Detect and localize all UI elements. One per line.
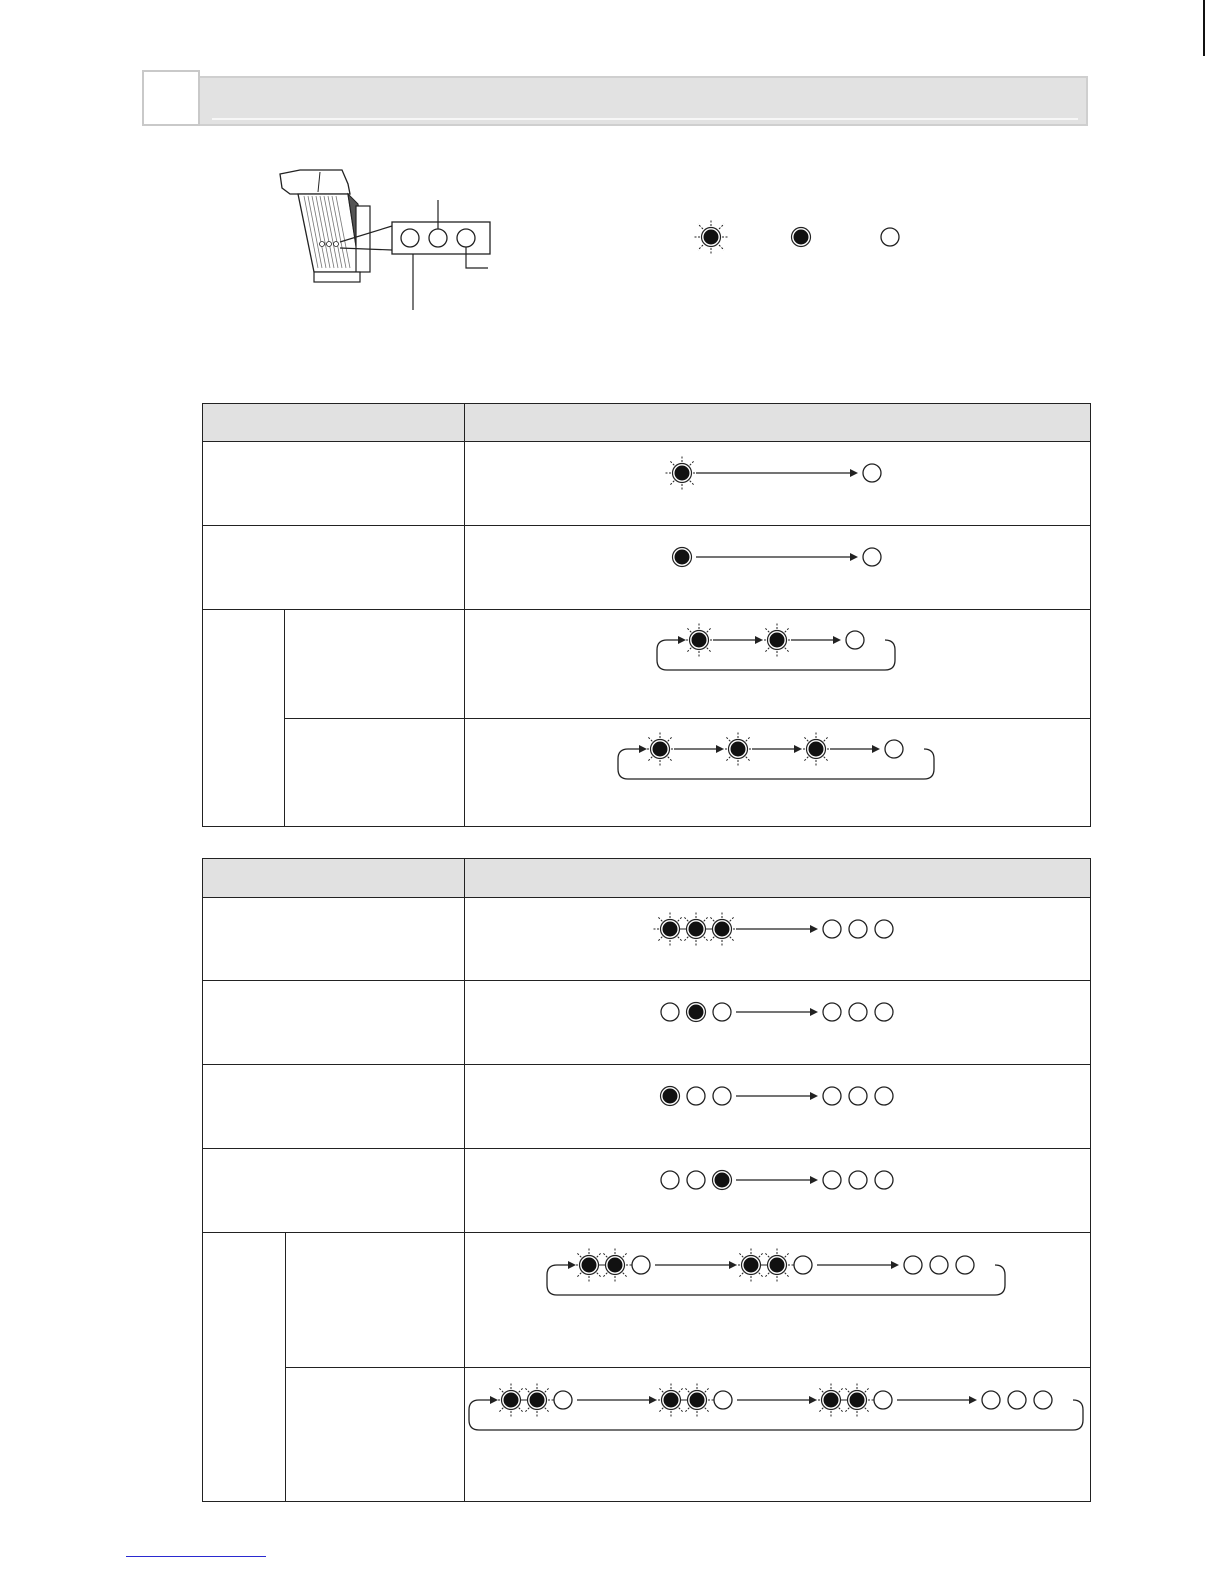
table-2-header-condition bbox=[203, 859, 465, 898]
blinking-led-icon bbox=[494, 1383, 528, 1417]
led-sequence-diagram bbox=[465, 719, 1089, 821]
led-pattern-cell bbox=[465, 442, 1091, 526]
led-sequence-diagram bbox=[465, 1065, 1089, 1143]
section-header-bar bbox=[200, 76, 1088, 126]
led-pattern-cell bbox=[465, 719, 1091, 827]
led-pattern-cell bbox=[465, 1368, 1091, 1502]
header-inner-line bbox=[212, 118, 1078, 120]
condition-cell bbox=[285, 610, 465, 719]
led-sequence-diagram bbox=[465, 898, 1089, 975]
lit-led-icon bbox=[687, 1003, 706, 1022]
unlit-led-icon bbox=[885, 740, 903, 758]
unlit-led-icon bbox=[661, 1171, 679, 1189]
unlit-led-icon bbox=[875, 920, 893, 938]
blinking-led-icon bbox=[760, 623, 794, 657]
sequence-arrow bbox=[752, 745, 802, 753]
led-sequence-diagram bbox=[465, 610, 1089, 713]
sequence-arrow bbox=[674, 745, 724, 753]
legend-lit-led-icon bbox=[792, 228, 811, 247]
sequence-arrow bbox=[736, 925, 818, 933]
condition-cell bbox=[203, 981, 465, 1065]
blinking-led-icon bbox=[760, 1248, 794, 1282]
led-table-1 bbox=[202, 403, 1091, 827]
unlit-led-icon bbox=[846, 631, 864, 649]
table-2-header-led bbox=[465, 859, 1091, 898]
led-pattern-cell bbox=[465, 1065, 1091, 1149]
legend-blinking-led-icon bbox=[693, 219, 729, 255]
blinking-led-icon bbox=[705, 912, 739, 946]
sequence-arrow bbox=[737, 1396, 817, 1404]
unlit-led-icon bbox=[1008, 1391, 1026, 1409]
blinking-led-icon bbox=[665, 456, 699, 490]
blinking-led-icon bbox=[840, 1383, 874, 1417]
unlit-led-icon bbox=[823, 1003, 841, 1021]
sequence-arrow bbox=[736, 1008, 818, 1016]
led-sequence-diagram bbox=[465, 1149, 1089, 1227]
table-row bbox=[203, 1149, 1091, 1233]
sequence-arrow bbox=[736, 1092, 818, 1100]
blinking-led-icon bbox=[680, 1383, 714, 1417]
footer-link-underline bbox=[126, 1556, 266, 1557]
blinking-led-icon bbox=[679, 912, 713, 946]
sequence-arrow bbox=[713, 636, 763, 644]
detector-illustration bbox=[270, 160, 500, 320]
table-row bbox=[203, 1065, 1091, 1149]
unlit-led-icon bbox=[713, 1087, 731, 1105]
condition-cell bbox=[286, 1233, 465, 1368]
led-pattern-cell bbox=[465, 981, 1091, 1065]
led-pattern-cell bbox=[465, 526, 1091, 610]
led-pattern-cell bbox=[465, 898, 1091, 981]
lit-led-icon bbox=[673, 548, 692, 567]
led-sequence-diagram bbox=[465, 442, 1089, 520]
led-table-2 bbox=[202, 858, 1091, 1502]
unlit-led-icon bbox=[956, 1256, 974, 1274]
blinking-led-icon bbox=[643, 732, 677, 766]
sequence-arrow bbox=[696, 469, 858, 477]
unlit-led-icon bbox=[823, 1171, 841, 1189]
unlit-led-icon bbox=[823, 1087, 841, 1105]
unlit-led-icon bbox=[874, 1391, 892, 1409]
table-row bbox=[203, 610, 1091, 719]
sequence-arrow bbox=[791, 636, 841, 644]
unlit-led-icon bbox=[1034, 1391, 1052, 1409]
condition-cell bbox=[286, 1368, 465, 1502]
led-sequence-diagram bbox=[465, 1368, 1089, 1496]
detector-base bbox=[314, 272, 360, 282]
sequence-arrow bbox=[577, 1396, 657, 1404]
table-row bbox=[203, 719, 1091, 827]
led-panel-center bbox=[429, 229, 447, 247]
table-1-header-row bbox=[203, 404, 1091, 442]
blinking-led-icon bbox=[653, 912, 687, 946]
led-pattern-cell bbox=[465, 1149, 1091, 1233]
blinking-led-icon bbox=[654, 1383, 688, 1417]
table-row bbox=[203, 898, 1091, 981]
blinking-led-icon bbox=[799, 732, 833, 766]
unlit-led-icon bbox=[930, 1256, 948, 1274]
detector-cap bbox=[280, 170, 350, 194]
unlit-led-icon bbox=[687, 1171, 705, 1189]
unlit-led-icon bbox=[714, 1391, 732, 1409]
table-1-header-condition bbox=[203, 404, 465, 442]
detector-bracket bbox=[356, 206, 370, 272]
table-1-header-led bbox=[465, 404, 1091, 442]
unlit-led-icon bbox=[849, 920, 867, 938]
table-2-header-row bbox=[203, 859, 1091, 898]
unlit-led-icon bbox=[713, 1003, 731, 1021]
group-label-cell bbox=[203, 610, 285, 827]
led-pattern-cell bbox=[465, 610, 1091, 719]
condition-cell bbox=[285, 719, 465, 827]
group-label-cell bbox=[203, 1233, 286, 1502]
sequence-arrow bbox=[817, 1261, 899, 1269]
lit-led-icon bbox=[661, 1087, 680, 1106]
unlit-led-icon bbox=[823, 920, 841, 938]
led-sequence-diagram bbox=[465, 526, 1089, 604]
unlit-led-icon bbox=[875, 1003, 893, 1021]
blinking-led-icon bbox=[814, 1383, 848, 1417]
condition-cell bbox=[203, 526, 465, 610]
unlit-led-icon bbox=[863, 548, 881, 566]
unlit-led-icon bbox=[632, 1256, 650, 1274]
top-rule bbox=[1203, 0, 1205, 56]
table-row bbox=[203, 442, 1091, 526]
sequence-arrow bbox=[830, 745, 880, 753]
unlit-led-icon bbox=[982, 1391, 1000, 1409]
condition-cell bbox=[203, 442, 465, 526]
blinking-led-icon bbox=[598, 1248, 632, 1282]
led-panel-left bbox=[401, 229, 419, 247]
blinking-led-icon bbox=[682, 623, 716, 657]
led-sequence-diagram bbox=[465, 1233, 1089, 1362]
unlit-led-icon bbox=[863, 464, 881, 482]
blinking-led-icon bbox=[520, 1383, 554, 1417]
unlit-led-icon bbox=[875, 1087, 893, 1105]
table-row bbox=[203, 981, 1091, 1065]
blinking-led-icon bbox=[572, 1248, 606, 1282]
unlit-led-icon bbox=[849, 1087, 867, 1105]
sequence-arrow bbox=[696, 553, 858, 561]
unlit-led-icon bbox=[849, 1171, 867, 1189]
detector-led-marks bbox=[320, 242, 339, 247]
unlit-led-icon bbox=[904, 1256, 922, 1274]
table-row bbox=[203, 526, 1091, 610]
unlit-led-icon bbox=[661, 1003, 679, 1021]
table-row bbox=[203, 1233, 1091, 1368]
blinking-led-icon bbox=[734, 1248, 768, 1282]
unlit-led-icon bbox=[794, 1256, 812, 1274]
led-legend bbox=[690, 215, 920, 259]
lit-led-icon bbox=[713, 1171, 732, 1190]
condition-cell bbox=[203, 1149, 465, 1233]
sequence-arrow bbox=[655, 1261, 737, 1269]
led-sequence-diagram bbox=[465, 981, 1089, 1059]
condition-cell bbox=[203, 898, 465, 981]
unlit-led-icon bbox=[554, 1391, 572, 1409]
condition-cell bbox=[203, 1065, 465, 1149]
legend-unlit-led-icon bbox=[881, 228, 899, 246]
sequence-arrow bbox=[736, 1176, 818, 1184]
unlit-led-icon bbox=[687, 1087, 705, 1105]
led-pattern-cell bbox=[465, 1233, 1091, 1368]
section-number-box bbox=[142, 70, 200, 126]
table-row bbox=[203, 1368, 1091, 1502]
unlit-led-icon bbox=[849, 1003, 867, 1021]
led-panel-right bbox=[457, 229, 475, 247]
sequence-arrow bbox=[897, 1396, 977, 1404]
unlit-led-icon bbox=[875, 1171, 893, 1189]
blinking-led-icon bbox=[721, 732, 755, 766]
